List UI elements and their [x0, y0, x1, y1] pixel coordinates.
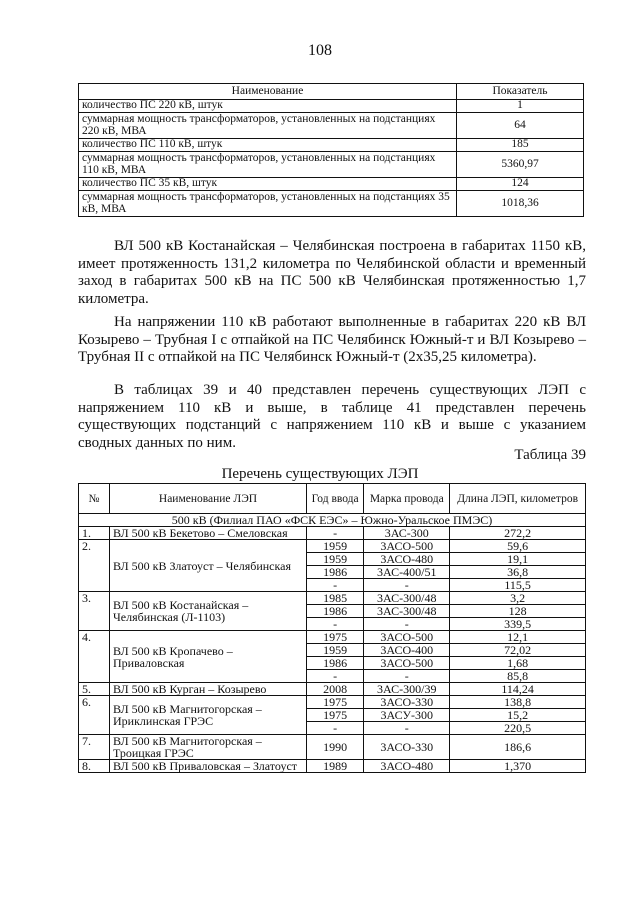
row-name: суммарная мощность трансформаторов, установленных на подстанциях 220 кВ, МВА: [79, 113, 457, 139]
table-row: [79, 631, 586, 644]
line-wire: -: [364, 722, 450, 735]
line-year: 1975: [307, 631, 364, 644]
line-name: ВЛ 500 кВ Магнитогорская – Ириклинская ГРЭС: [110, 696, 307, 735]
line-year: -: [307, 579, 364, 592]
line-year: 1985: [307, 592, 364, 605]
line-number: 3.: [79, 592, 110, 631]
section-label: 500 кВ (Филиал ПАО «ФСК ЕЭС» – Южно-Уральское ПМЭС): [79, 514, 586, 527]
line-year: 1986: [307, 657, 364, 670]
line-wire: -: [364, 579, 450, 592]
line-year: -: [307, 527, 364, 540]
table-row: [79, 540, 586, 553]
line-wire: 3АС-300/39: [364, 683, 450, 696]
line-wire: 3АСО-500: [364, 657, 450, 670]
line-wire: 3АСУ-300: [364, 709, 450, 722]
line-wire: 3АСО-330: [364, 696, 450, 709]
line-year: 2008: [307, 683, 364, 696]
col-header-value: Показатель: [457, 84, 584, 100]
line-number: 2.: [79, 540, 110, 592]
table-row: [79, 139, 584, 152]
page-number: 108: [308, 42, 332, 59]
line-length: 272,2: [450, 527, 586, 540]
row-value: 1018,36: [457, 191, 584, 217]
line-name: ВЛ 500 кВ Златоуст – Челябинская: [110, 540, 307, 592]
line-year: 1986: [307, 605, 364, 618]
line-wire: 3АС-300: [364, 527, 450, 540]
line-wire: 3АС-300/48: [364, 592, 450, 605]
line-name: ВЛ 500 кВ Кропачево – Приваловская: [110, 631, 307, 683]
col-header-no: №: [79, 484, 110, 514]
line-length: 59,6: [450, 540, 586, 553]
row-name: количество ПС 110 кВ, штук: [79, 139, 457, 152]
line-length: 85,8: [450, 670, 586, 683]
paragraph-2: На напряжении 110 кВ работают выполненные в габаритах 220 кВ ВЛ Козырево – Трубная I с отпайкой на ПС Челябинск Южный-т и ВЛ Козырево – Трубная II с отпайкой на ПС Челябинск Южный-т (2х35,25 километра).: [78, 314, 586, 365]
row-value: 124: [457, 178, 584, 191]
power-summary-table: [78, 83, 584, 217]
line-number: 5.: [79, 683, 110, 696]
line-wire: 3АСО-480: [364, 760, 450, 773]
line-length: 186,6: [450, 735, 586, 760]
table-title: Перечень существующих ЛЭП: [221, 466, 419, 482]
line-year: 1975: [307, 709, 364, 722]
table-row: [79, 100, 584, 113]
line-length: 138,8: [450, 696, 586, 709]
row-name: количество ПС 35 кВ, штук: [79, 178, 457, 191]
table-row: [79, 113, 584, 139]
line-length: 115,5: [450, 579, 586, 592]
line-wire: -: [364, 670, 450, 683]
col-header-wire: Марка провода: [364, 484, 450, 514]
line-length: 114,24: [450, 683, 586, 696]
line-name: ВЛ 500 кВ Костанайская – Челябинская (Л-1103): [110, 592, 307, 631]
line-length: 1,68: [450, 657, 586, 670]
line-year: 1959: [307, 540, 364, 553]
row-name: суммарная мощность трансформаторов, установленных на подстанциях 35 кВ, МВА: [79, 191, 457, 217]
table-row: [79, 683, 586, 696]
line-year: 1989: [307, 760, 364, 773]
line-number: 1.: [79, 527, 110, 540]
line-length: 19,1: [450, 553, 586, 566]
line-year: 1986: [307, 566, 364, 579]
line-length: 36,8: [450, 566, 586, 579]
line-year: 1975: [307, 696, 364, 709]
line-wire: 3АС-400/51: [364, 566, 450, 579]
table-number-label: Таблица 39: [514, 447, 586, 463]
line-length: 128: [450, 605, 586, 618]
line-wire: -: [364, 618, 450, 631]
power-lines-table: [78, 483, 586, 773]
col-header-length: Длина ЛЭП, километров: [450, 484, 586, 514]
table-row: [79, 592, 586, 605]
line-year: 1959: [307, 553, 364, 566]
line-wire: 3АСО-330: [364, 735, 450, 760]
line-length: 220,5: [450, 722, 586, 735]
table-row: [79, 527, 586, 540]
line-wire: 3АС-300/48: [364, 605, 450, 618]
line-year: -: [307, 722, 364, 735]
line-name: ВЛ 500 кВ Приваловская – Златоуст: [110, 760, 307, 773]
line-wire: 3АСО-500: [364, 631, 450, 644]
line-year: -: [307, 670, 364, 683]
row-value: 5360,97: [457, 152, 584, 178]
section-row: [79, 514, 586, 527]
table-row: [79, 152, 584, 178]
paragraph-1: ВЛ 500 кВ Костанайская – Челябинская построена в габаритах 1150 кВ, имеет протяженность 131,2 километра по Челябинской области и временный заход в габаритах 500 кВ на ПС 500 кВ Челябинская протяженностью 1,7 километра.: [78, 238, 586, 307]
line-name: ВЛ 500 кВ Магнитогорская – Троицкая ГРЭС: [110, 735, 307, 760]
line-length: 1,370: [450, 760, 586, 773]
line-length: 339,5: [450, 618, 586, 631]
line-wire: 3АСО-500: [364, 540, 450, 553]
col-header-line-name: Наименование ЛЭП: [110, 484, 307, 514]
line-number: 7.: [79, 735, 110, 760]
line-length: 15,2: [450, 709, 586, 722]
table-row: [79, 760, 586, 773]
power-lines-body: [79, 514, 586, 773]
paragraph-3: В таблицах 39 и 40 представлен перечень существующих ЛЭП с напряжением 110 кВ и выше, в таблице 41 представлен перечень существующих подстанций с напряжением 110 кВ и выше с указанием сводных данных по ним.: [78, 382, 586, 451]
col-header-name: Наименование: [79, 84, 457, 100]
row-value: 1: [457, 100, 584, 113]
row-name: количество ПС 220 кВ, штук: [79, 100, 457, 113]
line-year: -: [307, 618, 364, 631]
line-number: 6.: [79, 696, 110, 735]
table-row: [79, 735, 586, 760]
line-name: ВЛ 500 кВ Курган – Козырево: [110, 683, 307, 696]
line-number: 8.: [79, 760, 110, 773]
line-year: 1990: [307, 735, 364, 760]
line-length: 3,2: [450, 592, 586, 605]
line-length: 72,02: [450, 644, 586, 657]
row-name: суммарная мощность трансформаторов, установленных на подстанциях 110 кВ, МВА: [79, 152, 457, 178]
row-value: 185: [457, 139, 584, 152]
line-number: 4.: [79, 631, 110, 683]
row-value: 64: [457, 113, 584, 139]
line-name: ВЛ 500 кВ Бекетово – Смеловская: [110, 527, 307, 540]
line-wire: 3АСО-400: [364, 644, 450, 657]
line-length: 12,1: [450, 631, 586, 644]
table-row: [79, 696, 586, 709]
table-row: [79, 178, 584, 191]
table-row: [79, 191, 584, 217]
col-header-year: Год ввода: [307, 484, 364, 514]
line-wire: 3АСО-480: [364, 553, 450, 566]
line-year: 1959: [307, 644, 364, 657]
